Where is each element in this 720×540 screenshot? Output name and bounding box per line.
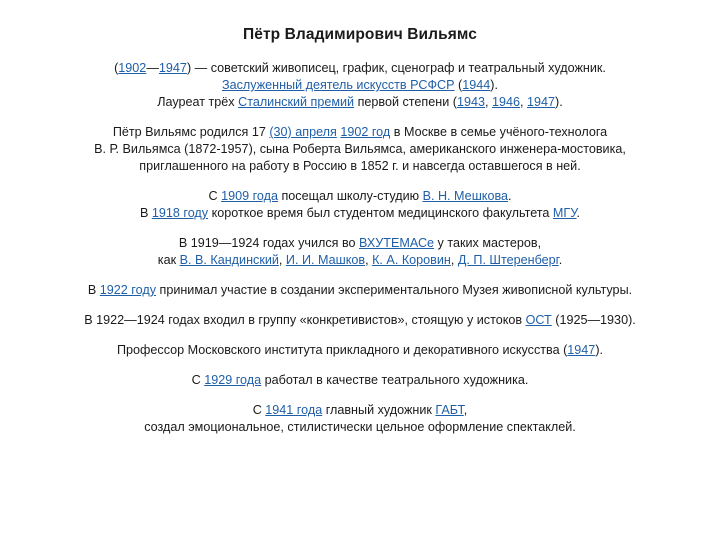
text-segment: В 1919—1924 годах учился во [178,236,359,250]
hyperlink[interactable]: 1909 года [221,189,278,203]
hyperlink[interactable]: К. А. Коровин [372,253,451,267]
hyperlink[interactable]: Заслуженный деятель искусств РСФСР [222,78,455,92]
text-segment: создал эмоциональное, стилистически цельное оформление спектаклей. [144,420,576,434]
text-segment: В [139,206,152,220]
text-segment: В [87,283,100,297]
text-segment: В 1922—1924 годах входил в группу «конкретивистов», стоящую у истоков [84,313,526,327]
paragraph [15,188,705,222]
text-segment: первой степени ( [354,95,457,109]
text-segment: посещал школу-студию [277,189,423,203]
hyperlink[interactable]: 1943 [456,95,485,109]
hyperlink[interactable]: 1947 [527,95,556,109]
text-segment: , [450,253,458,267]
text-segment: Лауреат трёх [157,95,239,109]
text-segment: принимал участие в создании экспериментального Музея живописной культуры. [156,283,633,297]
text-segment: приглашенного на работу в Россию в 1852 г. и навсегда оставшегося в ней. [139,159,581,173]
text-line [15,94,705,111]
text-line [15,312,705,329]
text-segment: ). [555,95,563,109]
text-segment: работал в качестве театрального художника. [261,373,529,387]
hyperlink[interactable]: 1902 [118,61,147,75]
text-segment: короткое время был студентом медицинского факультета [208,206,553,220]
biography-body [0,60,720,436]
hyperlink[interactable]: 1947 [567,343,596,357]
text-segment: , [484,95,492,109]
hyperlink[interactable]: 1918 году [151,206,209,220]
hyperlink[interactable]: 1922 году [99,283,156,297]
paragraph [15,372,705,389]
text-line [15,141,705,158]
text-segment: в Москве в семье учёного-технолога [390,125,608,139]
text-line [15,124,705,141]
text-segment: . [508,189,512,203]
text-line [15,158,705,175]
hyperlink[interactable]: 1941 года [265,403,323,417]
hyperlink[interactable]: Сталинский премий [238,95,355,109]
text-line [15,60,705,77]
text-segment: , [463,403,468,417]
text-line [15,372,705,389]
text-segment: С [252,403,266,417]
text-segment: ). [595,343,604,357]
paragraph [15,124,705,175]
text-segment: , [520,95,528,109]
text-segment: (1925—1930). [551,313,636,327]
text-line [15,77,705,94]
text-segment: ( [114,61,119,75]
hyperlink[interactable]: ОСТ [525,313,552,327]
hyperlink[interactable]: (30) апреля [269,125,337,139]
text-segment: ). [490,78,498,92]
text-line [15,282,705,299]
paragraph [15,342,705,359]
hyperlink[interactable]: МГУ [552,206,577,220]
text-segment: ( [454,78,463,92]
paragraph [15,60,705,111]
page-title: Пётр Владимирович Вильямс [243,26,477,43]
hyperlink[interactable]: ГАБТ [435,403,464,417]
text-segment: как [157,253,180,267]
hyperlink[interactable]: И. И. Машков [285,253,366,267]
hyperlink[interactable]: В. Н. Мешкова [422,189,509,203]
paragraph [15,402,705,436]
text-segment: . [576,206,581,220]
paragraph [15,312,705,329]
text-segment: , [365,253,373,267]
text-segment: — [146,61,159,75]
hyperlink[interactable]: 1944 [462,78,491,92]
text-line [15,342,705,359]
hyperlink[interactable]: Д. П. Штеренберг [457,253,559,267]
text-segment: ) — советский живописец, график, сценограф и театральный художник. [186,61,606,75]
text-segment: у таких мастеров, [434,236,542,250]
hyperlink[interactable]: 1946 [491,95,521,109]
text-segment: Профессор Московского института прикладного и декоративного искусства ( [116,343,568,357]
hyperlink[interactable]: 1947 [158,61,187,75]
hyperlink[interactable]: 1929 года [204,373,262,387]
text-line [15,235,705,252]
text-line [15,419,705,436]
text-segment: С [191,373,205,387]
text-segment: , [278,253,286,267]
text-line [15,252,705,269]
text-segment: С [208,189,222,203]
hyperlink[interactable]: ВХУТЕМАСе [359,236,435,250]
text-segment: В. Р. Вильямса (1872-1957), сына Роберта Вильямса, американского инженера-мостовика, [94,142,626,156]
paragraph [15,282,705,299]
text-line [15,402,705,419]
text-segment: главный художник [322,403,436,417]
hyperlink[interactable]: В. В. Кандинский [179,253,279,267]
text-line [15,205,705,222]
hyperlink[interactable]: 1902 год [340,125,391,139]
text-segment: Пётр Вильямс родился 17 [112,125,270,139]
text-segment: . [558,253,563,267]
text-line [15,188,705,205]
paragraph [15,235,705,269]
